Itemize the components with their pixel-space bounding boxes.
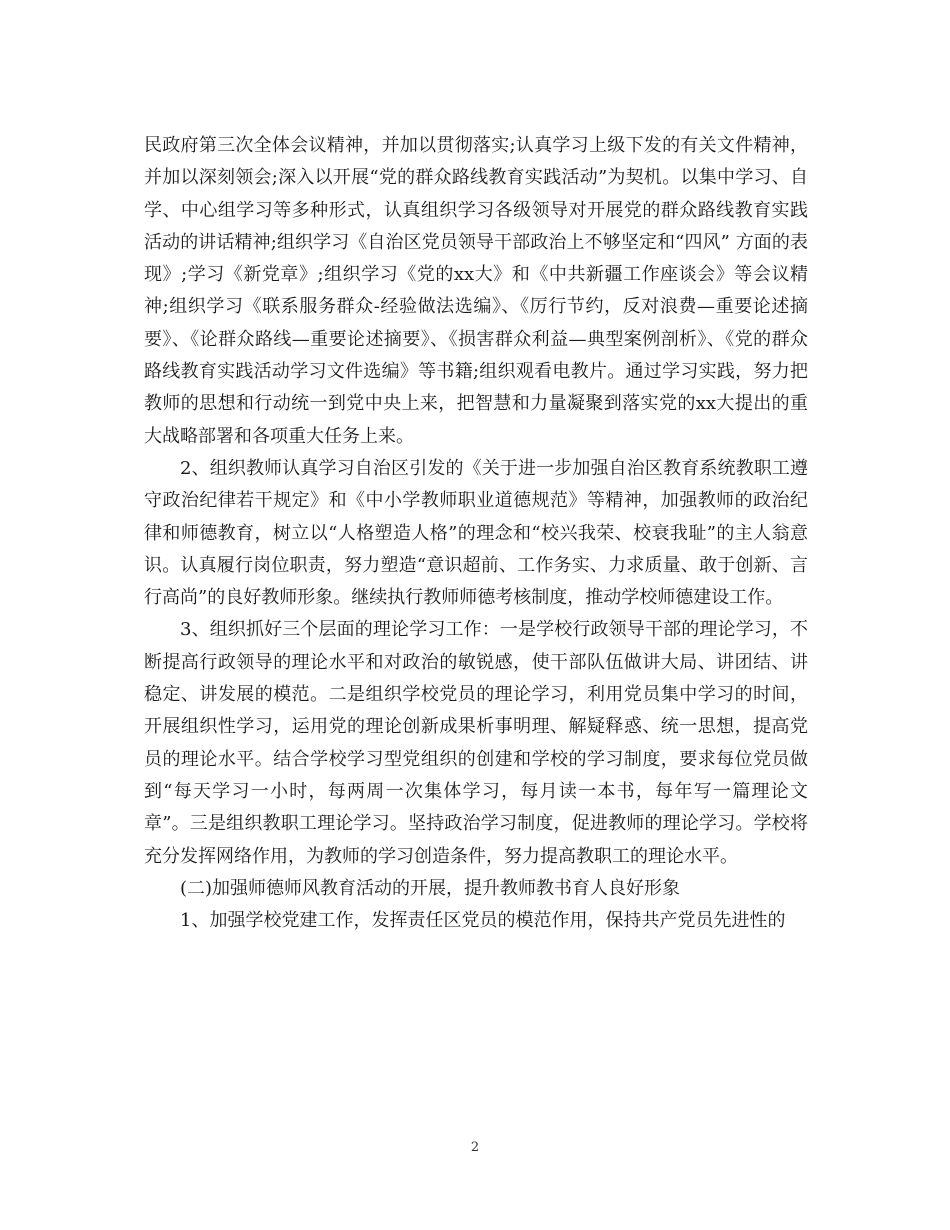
paragraph-item-3: 3、组织抓好三个层面的理论学习工作：一是学校行政领导干部的理论学习，不断提高行政领导的理论水平和对政治的敏锐感，使干部队伍做讲大局、讲团结、讲稳定、讲发展的模范。二是组织学校党员的理论学习，利用党员集中学习的时间，开展组织性学习，运用党的理论创新成果析事明理、解疑释惑、统一思想，提高党员的理论水平。结合学校学习型党组织的创建和学校的学习制度，要求每位党员做到“每天学习一小时，每两周一次集体学习，每月读一本书，每年写一篇理论文章”。三是组织教职工理论学习。坚持政治学习制度，促进教师的理论学习。学校将充分发挥网络作用，为教师的学习创造条件，努力提高教职工的理论水平。 (144, 619, 808, 867)
paragraph-item-1: 1、加强学校党建工作，发挥责任区党员的模范作用，保持共产党员先进性的 (180, 910, 786, 932)
paragraph-continuation: 民政府第三次全体会议精神，并加以贯彻落实;认真学习上级下发的有关文件精神，并加以深刻领会;深入以开展“党的群众路线教育实践活动”为契机。以集中学习、自学、中心组学习等多种形式，认真组织学习各级领导对开展党的群众路线教育实践活动的讲话精神;组织学习《自治区党员领导干部政治上不够坚定和“四风” 方面的表现》;学习《新党章》;组织学习《党的xx大》和《中共新疆工作座谈会》等会议精神;组织学习《联系服务群众-经验做法选编》、《厉行节约，反对浪费—重要论述摘要》、《论群众路线—重要论述摘要》、《损害群众利益—典型案例剖析》、《党的群众路线教育实践活动学习文件选编》等书籍;组织观看电教片。通过学习实践，努力把教师的思想和行动统一到党中央上来，把智慧和力量凝聚到落实党的xx大提出的重大战略部署和各项重大任务上来。 (144, 135, 808, 447)
document-body (144, 130, 808, 937)
page-number: 2 (470, 1140, 480, 1155)
paragraph-item-2: 2、组织教师认真学习自治区引发的《关于进一步加强自治区教育系统教职工遵守政治纪律若干规定》和《中小学教师职业道德规范》等精神，加强教师的政治纪律和师德教育，树立以“人格塑造人格”的理念和“校兴我荣、校衰我耻”的主人翁意识。认真履行岗位职责，努力塑造“意识超前、工作务实、力求质量、敢于创新、言行高尚”的良好教师形象。继续执行教师师德考核制度，推动学校师德建设工作。 (144, 457, 808, 609)
section-heading: (二)加强师德师风教育活动的开展，提升教师教书育人良好形象 (180, 877, 681, 899)
